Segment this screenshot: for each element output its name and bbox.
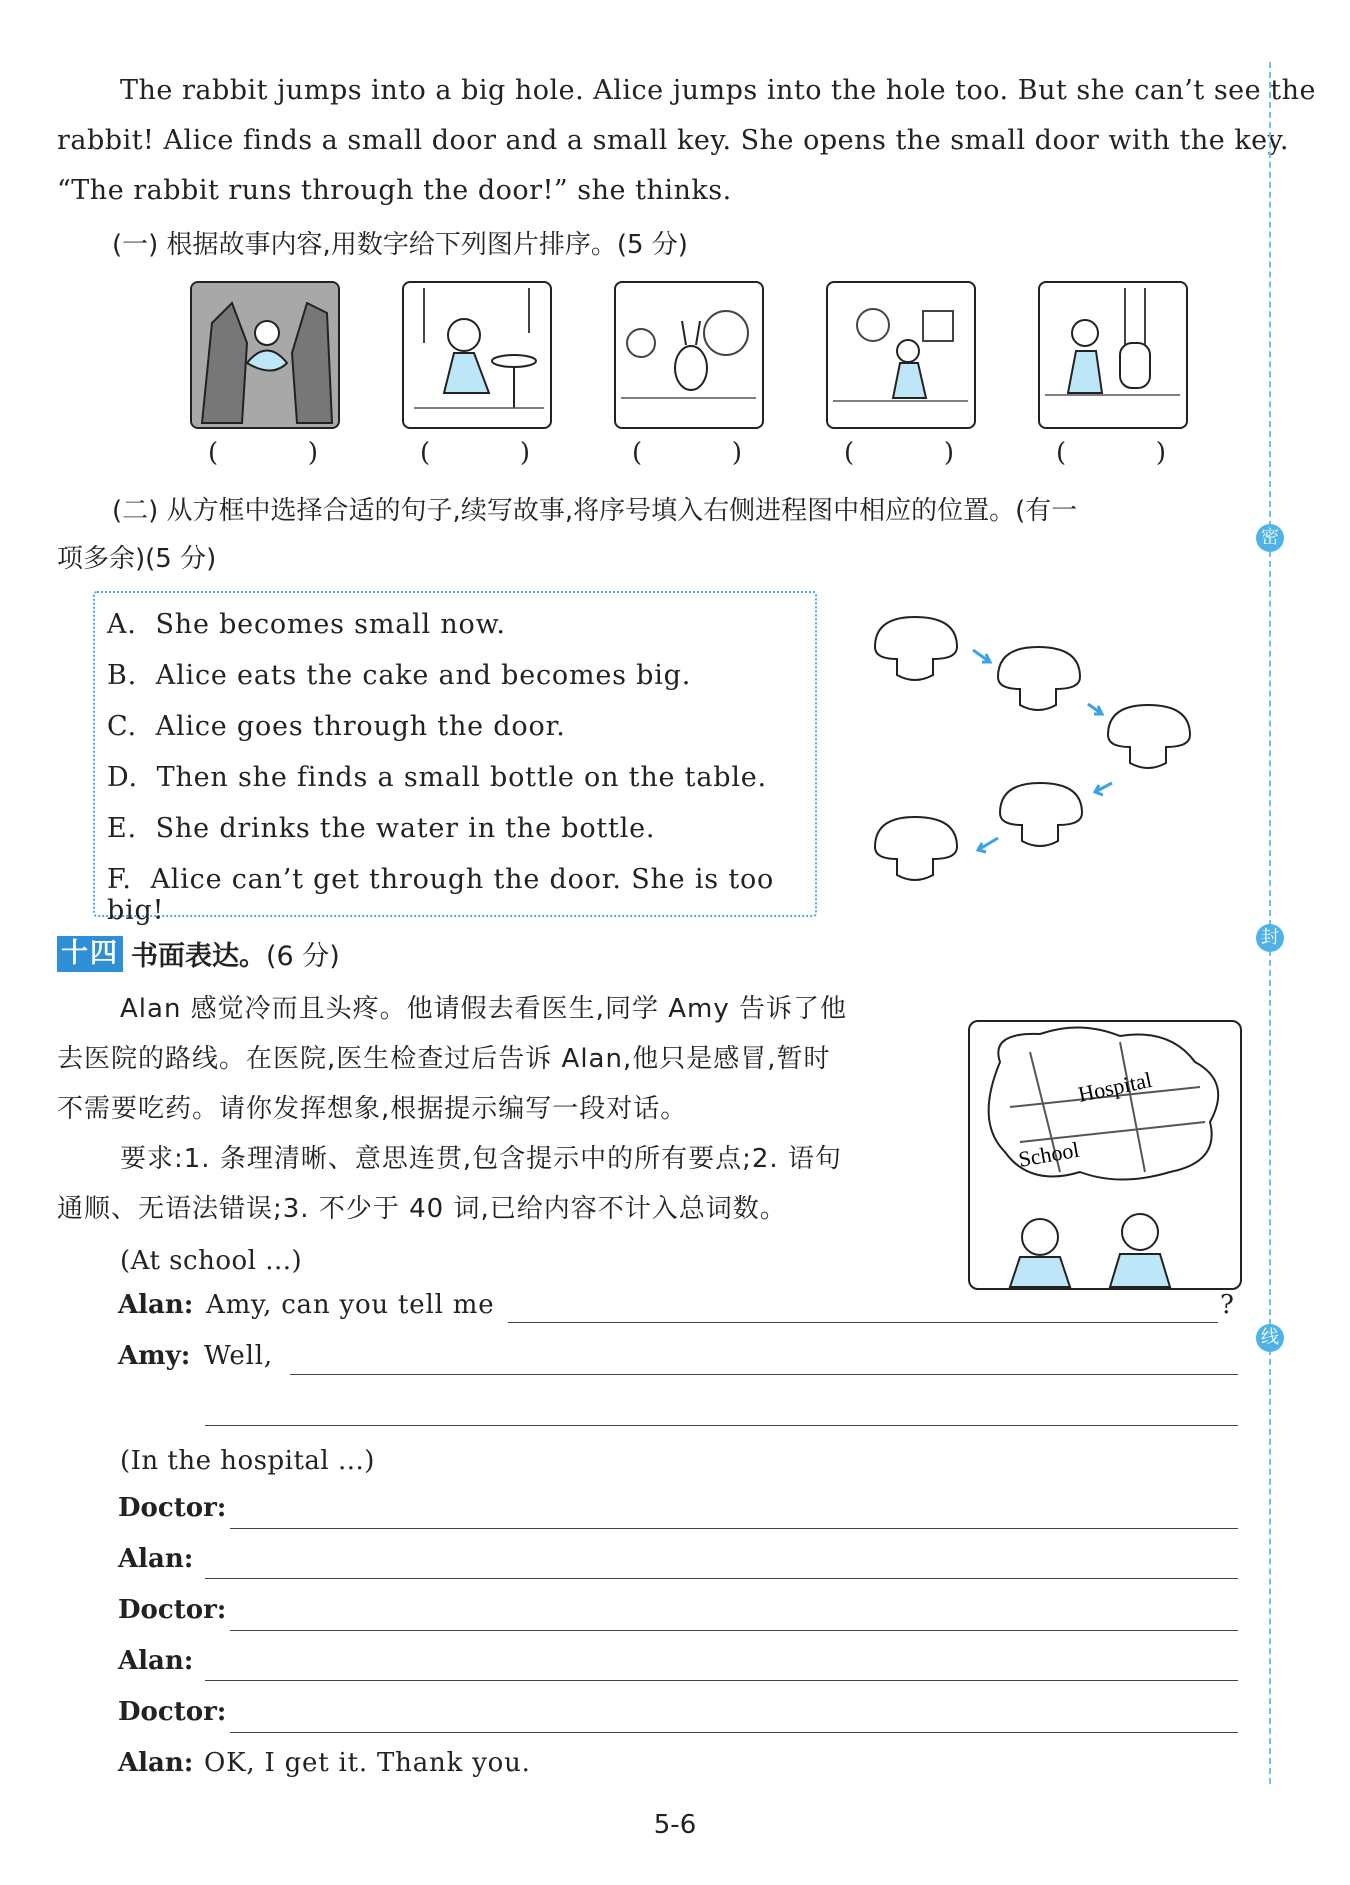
scene-at-school: (At school ...) [120,1246,303,1276]
speaker-doctor-1: Doctor: [118,1493,227,1523]
dialogue-text-2: Well, [204,1341,273,1371]
speaker-alan-4: Alan: [118,1748,194,1778]
seal-mark-xian: 线 [1256,1324,1284,1352]
prompt-line-3: 不需要吃药。请你发挥想象,根据提示编写一段对话。 [57,1094,688,1124]
mushroom-slot-2[interactable] [998,647,1080,710]
answer-line-7[interactable] [205,1680,1238,1681]
alice-sitting-table-picture [402,281,552,429]
answer-line-5[interactable] [205,1578,1238,1579]
mushroom-slot-4[interactable] [1000,783,1082,846]
section-number: 十四 [57,936,123,972]
prompt-line-1: Alan 感觉冷而且头疼。他请假去看医生,同学 Amy 告诉了他 [120,994,847,1024]
seal-mark-feng: 封 [1256,924,1284,952]
alice-running-picture [826,281,976,429]
answer-line-8[interactable] [230,1732,1238,1733]
page-number: 5-6 [653,1810,697,1840]
answer-blank-3[interactable]: ( ) [632,438,742,468]
answer-blank-4[interactable]: ( ) [844,438,954,468]
story-line-1: The rabbit jumps into a big hole. Alice jumps into the hole too. But she can’t see the [120,75,1316,106]
white-rabbit-picture [614,281,764,429]
mushroom-process-diagram [870,605,1210,905]
speaker-alan-1: Alan: [118,1290,194,1320]
scene-in-hospital: (In the hospital ...) [120,1446,375,1476]
option-d: D. Then she finds a small bottle on the table. [107,762,767,793]
option-c: C. Alice goes through the door. [107,711,566,742]
binding-dashed-line [1269,62,1271,1784]
answer-blank-1[interactable]: ( ) [208,438,318,468]
answer-line-2[interactable] [290,1374,1238,1375]
speaker-alan-2: Alan: [118,1544,194,1574]
school-label: School [1016,1136,1082,1172]
answer-line-6[interactable] [230,1630,1238,1631]
option-f: F. Alice can’t get through the door. She is too big! [107,864,775,926]
requirement-line-1: 要求:1. 条理清晰、意思连贯,包含提示中的所有要点;2. 语句 [120,1144,842,1174]
story-line-3: “The rabbit runs through the door!” she thinks. [57,175,732,206]
section-title: 书面表达。(6 分) [131,941,340,972]
answer-blank-5[interactable]: ( ) [1056,438,1166,468]
speaker-doctor-3: Doctor: [118,1697,227,1727]
alice-falling-picture [190,281,340,429]
seal-mark-mi: 密 [1256,524,1284,552]
question-mark: ? [1220,1290,1235,1320]
part2-instruction-1: (二) 从方框中选择合适的句子,续写故事,将序号填入右侧进程图中相应的位置。(有一 [112,496,1078,526]
dialogue-text-final: OK, I get it. Thank you. [204,1748,531,1778]
answer-blank-2[interactable]: ( ) [420,438,530,468]
options-box [93,591,817,926]
speaker-amy: Amy: [118,1341,191,1371]
mushroom-slot-1[interactable] [875,617,957,680]
mushroom-slot-3[interactable] [1108,705,1190,768]
answer-line-1[interactable] [508,1322,1218,1323]
mushroom-slot-5[interactable] [875,817,957,880]
part1-instruction: (一) 根据故事内容,用数字给下列图片排序。(5 分) [112,230,688,260]
speaker-alan-3: Alan: [118,1646,194,1676]
option-a: A. She becomes small now. [107,609,506,640]
part2-instruction-2: 项多余)(5 分) [57,544,217,574]
section-14-header [57,934,340,973]
option-b: B. Alice eats the cake and becomes big. [107,660,692,691]
story-line-2: rabbit! Alice finds a small door and a small key. She opens the small door with the key. [57,125,1289,156]
answer-line-3[interactable] [205,1425,1238,1426]
speaker-doctor-2: Doctor: [118,1595,227,1625]
option-e: E. She drinks the water in the bottle. [107,813,656,844]
map-illustration [968,1020,1242,1290]
prompt-line-2: 去医院的路线。在医院,医生检查过后告诉 Alan,他只是感冒,暂时 [57,1044,831,1074]
dialogue-text-1: Amy, can you tell me [206,1290,495,1320]
alice-at-door-picture [1038,281,1188,429]
hospital-label: Hospital [1075,1066,1154,1107]
answer-line-4[interactable] [230,1528,1238,1529]
requirement-line-2: 通顺、无语法错误;3. 不少于 40 词,已给内容不计入总词数。 [57,1194,787,1224]
